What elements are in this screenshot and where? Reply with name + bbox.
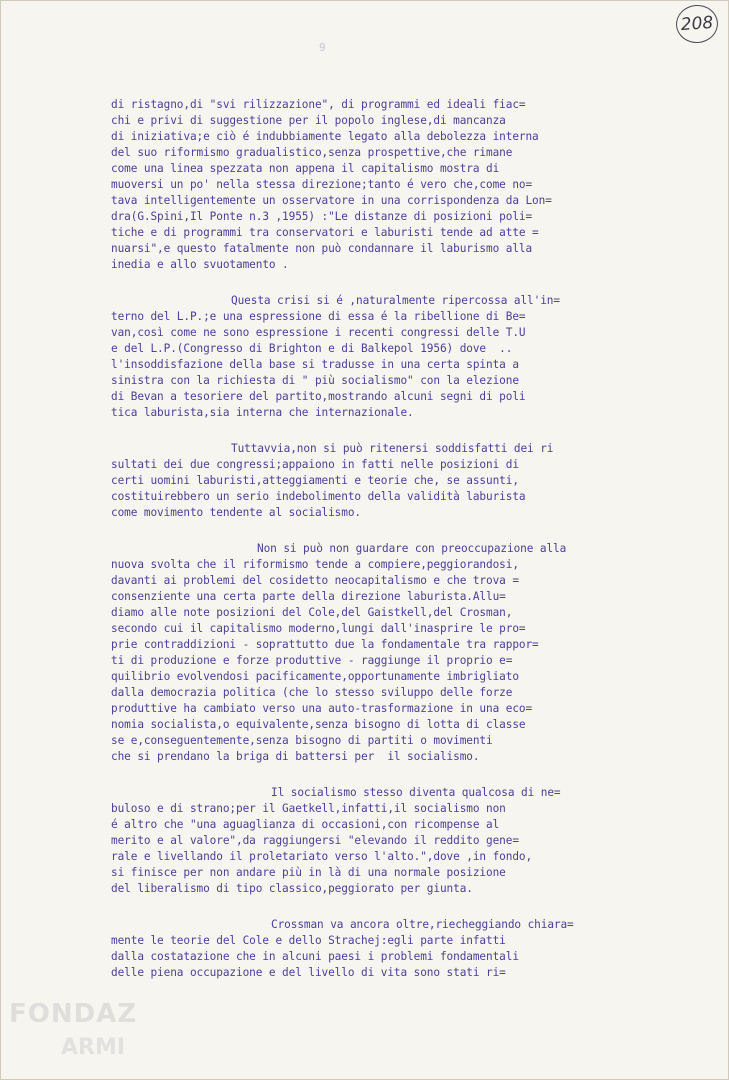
paragraph xyxy=(111,97,676,273)
text-line: sultati dei due congressi;appaiono in fatti nelle posizioni di xyxy=(111,458,519,471)
text-line: quilibrio evolvendosi pacificamente,opportunamente imbrigliato xyxy=(111,670,519,683)
text-line: é altro che "una aguaglianza di occasioni,con ricompense al xyxy=(111,818,500,831)
text-line: secondo cui il capitalismo moderno,lungi dall'inasprire le pro= xyxy=(111,622,526,635)
text-line: tava intelligentemente un osservatore in una corrispondenza da Lon= xyxy=(111,194,552,207)
paragraph xyxy=(111,785,676,897)
text-line: Tuttavvia,non si può ritenersi soddisfatti dei ri xyxy=(231,442,554,455)
text-line: sinistra con la richiesta di " più socialismo" con la elezione xyxy=(111,374,519,387)
text-line: del liberalismo di tipo classico,peggiorato per giunta. xyxy=(111,882,473,895)
text-line: nuova svolta che il riformismo tende a compiere,peggiorandosi, xyxy=(111,558,519,571)
text-line: mente le teorie del Cole e dello Strachej:egli parte infatti xyxy=(111,934,506,947)
text-line: tiche e di programmi tra conservatori e laburisti tende ad atte = xyxy=(111,226,539,239)
text-line: nomia socialista,o equivalente,senza bisogno di lotta di classe xyxy=(111,718,526,731)
text-line: come una linea spezzata non appena il capitalismo mostra di xyxy=(111,162,500,175)
text-line: merito e al valore",da raggiungersi "elevando il reddito gene= xyxy=(111,834,519,847)
text-line: certi uomini laburisti,atteggiamenti e teorie che, se assunti, xyxy=(111,474,519,487)
text-line: di iniziativa;e ciò é indubbiamente legato alla debolezza interna xyxy=(111,130,539,143)
text-line: buloso e di strano;per il Gaetkell,infatti,il socialismo non xyxy=(111,802,506,815)
text-line: inedia e allo svuotamento . xyxy=(111,258,289,271)
text-line: delle piena occupazione e del livello di vita sono stati ri= xyxy=(111,966,506,979)
text-line: davanti ai problemi del cosidetto neocapitalismo e che trova = xyxy=(111,574,519,587)
text-line: se e,conseguentemente,senza bisogno di partiti o movimenti xyxy=(111,734,493,747)
text-line: di Bevan a tesoriere del partito,mostrando alcuni segni di poli xyxy=(111,390,526,403)
text-line: costituirebbero un serio indebolimento della validità laburista xyxy=(111,490,526,503)
text-line: prie contraddizioni - soprattutto due la fondamentale tra rappor= xyxy=(111,638,539,651)
archive-watermark: FONDAZ xyxy=(9,999,138,1029)
text-line: van,così come ne sono espressione i recenti congressi delle T.U xyxy=(111,326,526,339)
text-line: e del L.P.(Congresso di Brighton e di Balkepol 1956) dove .. xyxy=(111,342,513,355)
document-body xyxy=(111,97,676,1001)
text-line: nuarsi",e questo fatalmente non può condannare il laburismo alla xyxy=(111,242,533,255)
text-line: che si prendano la briga di battersi per il socialismo. xyxy=(111,750,480,763)
text-line: diamo alle note posizioni del Cole,del Gaistkell,del Crosman, xyxy=(111,606,513,619)
text-line: di ristagno,di "svi rilizzazione", di programmi ed ideali fiac= xyxy=(111,98,526,111)
text-line: consenziente una certa parte della direzione laburista.Allu= xyxy=(111,590,506,603)
text-line: Questa crisi si é ,naturalmente ripercossa all'in= xyxy=(231,294,560,307)
text-line: ti di produzione e forze produttive - raggiunge il proprio e= xyxy=(111,654,513,667)
text-line: dra(G.Spini,Il Ponte n.3 ,1955) :"Le distanze di posizioni poli= xyxy=(111,210,533,223)
text-line: rale e livellando il proletariato verso l'alto.",dove ,in fondo, xyxy=(111,850,533,863)
text-line: come movimento tendente al socialismo. xyxy=(111,506,362,519)
text-line: tica laburista,sia interna che internazionale. xyxy=(111,406,414,419)
text-line: del suo riformismo gradualistico,senza prospettive,che rimane xyxy=(111,146,513,159)
text-line: dalla costatazione che in alcuni paesi i problemi fondamentali xyxy=(111,950,519,963)
text-line: l'insoddisfazione della base si tradusse in una certa spinta a xyxy=(111,358,519,371)
text-line: chi e privi di suggestione per il popolo inglese,di mancanza xyxy=(111,114,506,127)
stray-ink-mark: 9 xyxy=(319,41,326,54)
text-line: Il socialismo stesso diventa qualcosa di ne= xyxy=(271,786,561,799)
text-line: dalla democrazia politica (che lo stesso sviluppo delle forze xyxy=(111,686,513,699)
paragraph xyxy=(111,917,676,981)
page-number-stamp: 208 xyxy=(675,4,720,45)
paragraph xyxy=(111,293,676,421)
text-line: terno del L.P.;e una espressione di essa é la ribellione di Be= xyxy=(111,310,526,323)
text-line: Crossman va ancora oltre,riecheggiando chiara= xyxy=(271,918,574,931)
paragraph xyxy=(111,541,676,765)
text-line: muoversi un po' nella stessa direzione;tanto é vero che,come no= xyxy=(111,178,533,191)
text-line: Non si può non guardare con preoccupazione alla xyxy=(257,542,567,555)
text-line: produttive ha cambiato verso una auto-trasformazione in una eco= xyxy=(111,702,533,715)
text-line: si finisce per non andare più in là di una normale posizione xyxy=(111,866,506,879)
archive-watermark-sub: ARMI xyxy=(61,1035,126,1060)
paragraph xyxy=(111,441,676,521)
